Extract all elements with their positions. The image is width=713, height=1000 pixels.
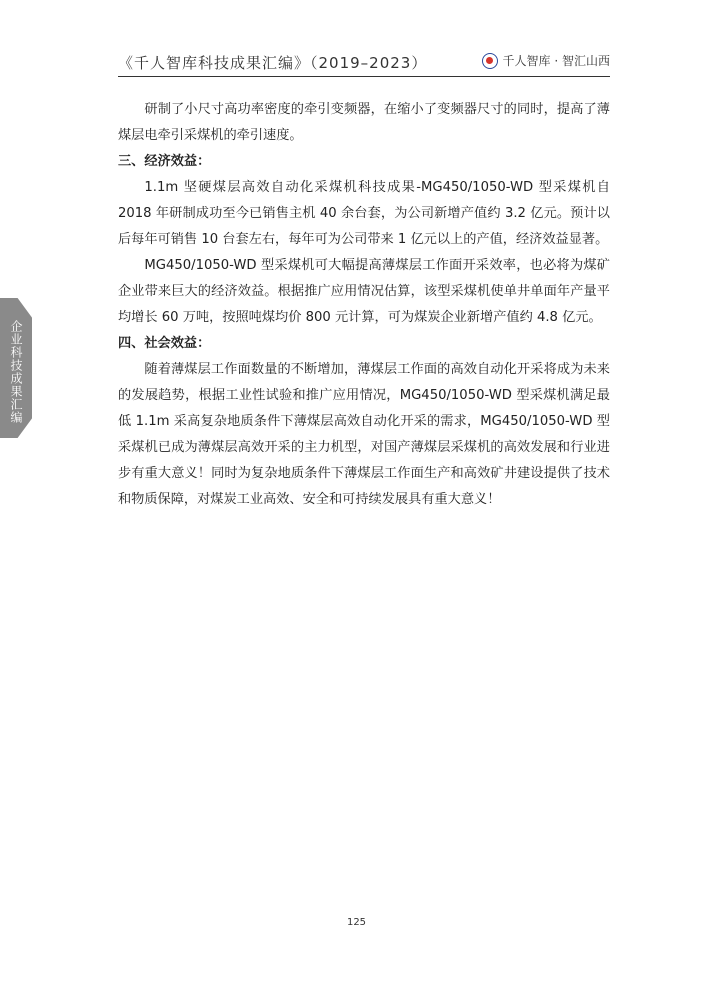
- paragraph-social: 随着薄煤层工作面数量的不断增加，薄煤层工作面的高效自动化开采将成为未来的发展趋势，根据工业性试验和推广应用情况，MG450/1050-WD 型采煤机满足最低 1.1m 采高复杂地质条件下薄煤层高效自动化开采的需求，MG450/1050-WD 型采煤机已成为薄煤层高效开采的主力机型，对国产薄煤层采煤机的高效发展和行业进步有重大意义！同时为复杂地质条件下薄煤层工作面生产和高效矿井建设提供了技术和物质保障，对煤炭工业高效、安全和可持续发展具有重大意义！: [118, 362, 610, 507]
- header-title: 《千人智库科技成果汇编》（2019–2023）: [118, 54, 428, 72]
- header-brand-text: 千人智库 · 智汇山西: [502, 54, 610, 68]
- section-heading-social: 四、社会效益：: [118, 336, 211, 351]
- document-body: [118, 97, 610, 513]
- paragraph-economic-2: MG450/1050-WD 型采煤机可大幅提高薄煤层工作面开采效率，也必将为煤矿企业带来巨大的经济效益。根据推广应用情况估算，该型采煤机使单井单面年产量平均增长 60 万吨，按照吨煤均价 800 元计算，可为煤炭企业新增产值约 4.8 亿元。: [118, 258, 610, 325]
- header-brand: [482, 52, 610, 69]
- brand-logo-icon: [482, 53, 498, 69]
- header-divider: [118, 76, 610, 77]
- page-number: 125: [346, 917, 367, 928]
- paragraph-economic-1: 1.1m 坚硬煤层高效自动化采煤机科技成果-MG450/1050-WD 型采煤机自 2018 年研制成功至今已销售主机 40 余台套，为公司新增产值约 3.2 亿元。预计以后每年可销售 10 台套左右，每年可为公司带来 1 亿元以上的产值，经济效益显著。: [118, 180, 610, 247]
- page-header: [118, 50, 610, 76]
- section-heading-economic: 三、经济效益：: [118, 154, 211, 169]
- paragraph-continuation: 研制了小尺寸高功率密度的牵引变频器，在缩小了变频器尺寸的同时，提高了薄煤层电牵引采煤机的牵引速度。: [118, 102, 610, 143]
- side-tab-label: 企业科技成果汇编: [9, 320, 23, 424]
